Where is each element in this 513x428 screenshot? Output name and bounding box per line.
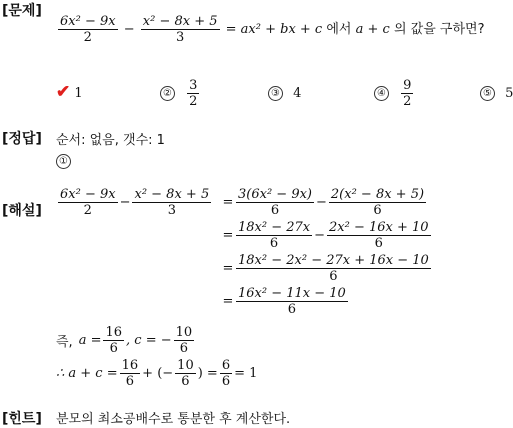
answer-choice [56, 151, 77, 170]
solution-derivation [56, 186, 433, 318]
solution-step-1a: $\frac{\text{3(6x² − 9x)}}{6}$ [238, 187, 312, 218]
choice-2-fraction: $\frac{3}{2}$ [189, 78, 198, 109]
choice-3-marker: ③ [268, 86, 283, 101]
choice-5-marker: ⑤ [480, 86, 495, 101]
solution-step-2b: $\frac{\text{2x² − 16x + 10}}{6}$ [329, 220, 429, 251]
choice-4-marker: ④ [374, 86, 389, 101]
solution-result: ∴ a + c = $\frac{16}{6}$ + (− $\frac{10}{6}$ ) = $\frac{6}{6}$ = 1 [56, 358, 258, 389]
problem-fraction-2: $\frac{\text{x² − 8x + 5}}{3}$ [142, 14, 218, 45]
solution-step-1b: $\frac{\text{2(x² − 8x + 5)}}{6}$ [330, 187, 425, 218]
solution-step-4: = $\frac{\text{16x² − 11x − 10}}{6}$ [222, 286, 346, 317]
choice-1[interactable] [56, 82, 83, 102]
solution-step-3-fraction: $\frac{\text{18x² − 2x² − 27x + 16x − 10}}{6}$ [238, 253, 429, 284]
a-value-fraction: $\frac{16}{6}$ [105, 325, 123, 356]
c-value-fraction: $\frac{10}{6}$ [175, 325, 193, 356]
solution-label: [해설] [2, 203, 42, 219]
choice-5[interactable]: ⑤ 5 [480, 86, 513, 101]
hint-label: [힌트] [2, 411, 42, 427]
answer-label: [정답] [2, 131, 42, 147]
choice-1-value: 1 [74, 86, 83, 101]
choice-4-fraction: $\frac{9}{2}$ [403, 78, 412, 109]
result-fraction-3: $\frac{6}{6}$ [221, 358, 231, 389]
solution-lhs-fraction-1: $\frac{\text{6x² − 9x}}{2}$ [60, 187, 116, 218]
solution-lhs-fraction-2: $\frac{\text{x² − 8x + 5}}{3}$ [134, 187, 210, 218]
solution-step-1: $\frac{\text{6x² − 9x}}{2}$ − $\frac{\text{x² − 8x + 5}}{3}$ = $\frac{\text{3(6x² − 9x)}}{6}$ − $\frac{\text{2(x² − 8x + 5)}}{6}$ [60, 187, 425, 218]
choice-2-marker: ② [160, 86, 175, 101]
choice-4[interactable] [374, 78, 415, 109]
answer-marker: ① [56, 154, 71, 169]
problem-statement: $\frac{\text{6x² − 9x}}{2}$ − $\frac{\text{x² − 8x + 5}}{3}$ = ax² + bx + c 에서 a + c 의 값을 구하면? [60, 14, 485, 45]
choice-3[interactable]: ③ 4 [268, 86, 301, 101]
answer-info: 순서: 없음, 갯수: 1 [56, 133, 165, 148]
problem-label: [문제] [2, 3, 42, 19]
result-fraction-2: $\frac{10}{6}$ [177, 358, 194, 389]
solution-conclusion: 즉, a = $\frac{16}{6}$ , c = − $\frac{10}{6}$ [56, 325, 193, 356]
result-fraction-1: $\frac{16}{6}$ [121, 358, 139, 389]
hint-text: 분모의 최소공배수로 통분한 후 계산한다. [56, 412, 291, 427]
checkmark-icon: ✔ [56, 82, 71, 102]
choice-2[interactable] [160, 78, 201, 109]
solution-step-4-fraction: $\frac{\text{16x² − 11x − 10}}{6}$ [238, 286, 346, 317]
problem-rhs: = ax² + bx + c [225, 22, 323, 37]
solution-step-2a: $\frac{\text{18x² − 27x}}{6}$ [238, 220, 311, 251]
problem-fraction-1: $\frac{\text{6x² − 9x}}{2}$ [60, 14, 116, 45]
solution-step-3: = $\frac{\text{18x² − 2x² − 27x + 16x − 10}}{6}$ [222, 253, 429, 284]
solution-step-2: = $\frac{\text{18x² − 27x}}{6}$ − $\frac{\text{2x² − 16x + 10}}{6}$ [222, 220, 429, 251]
